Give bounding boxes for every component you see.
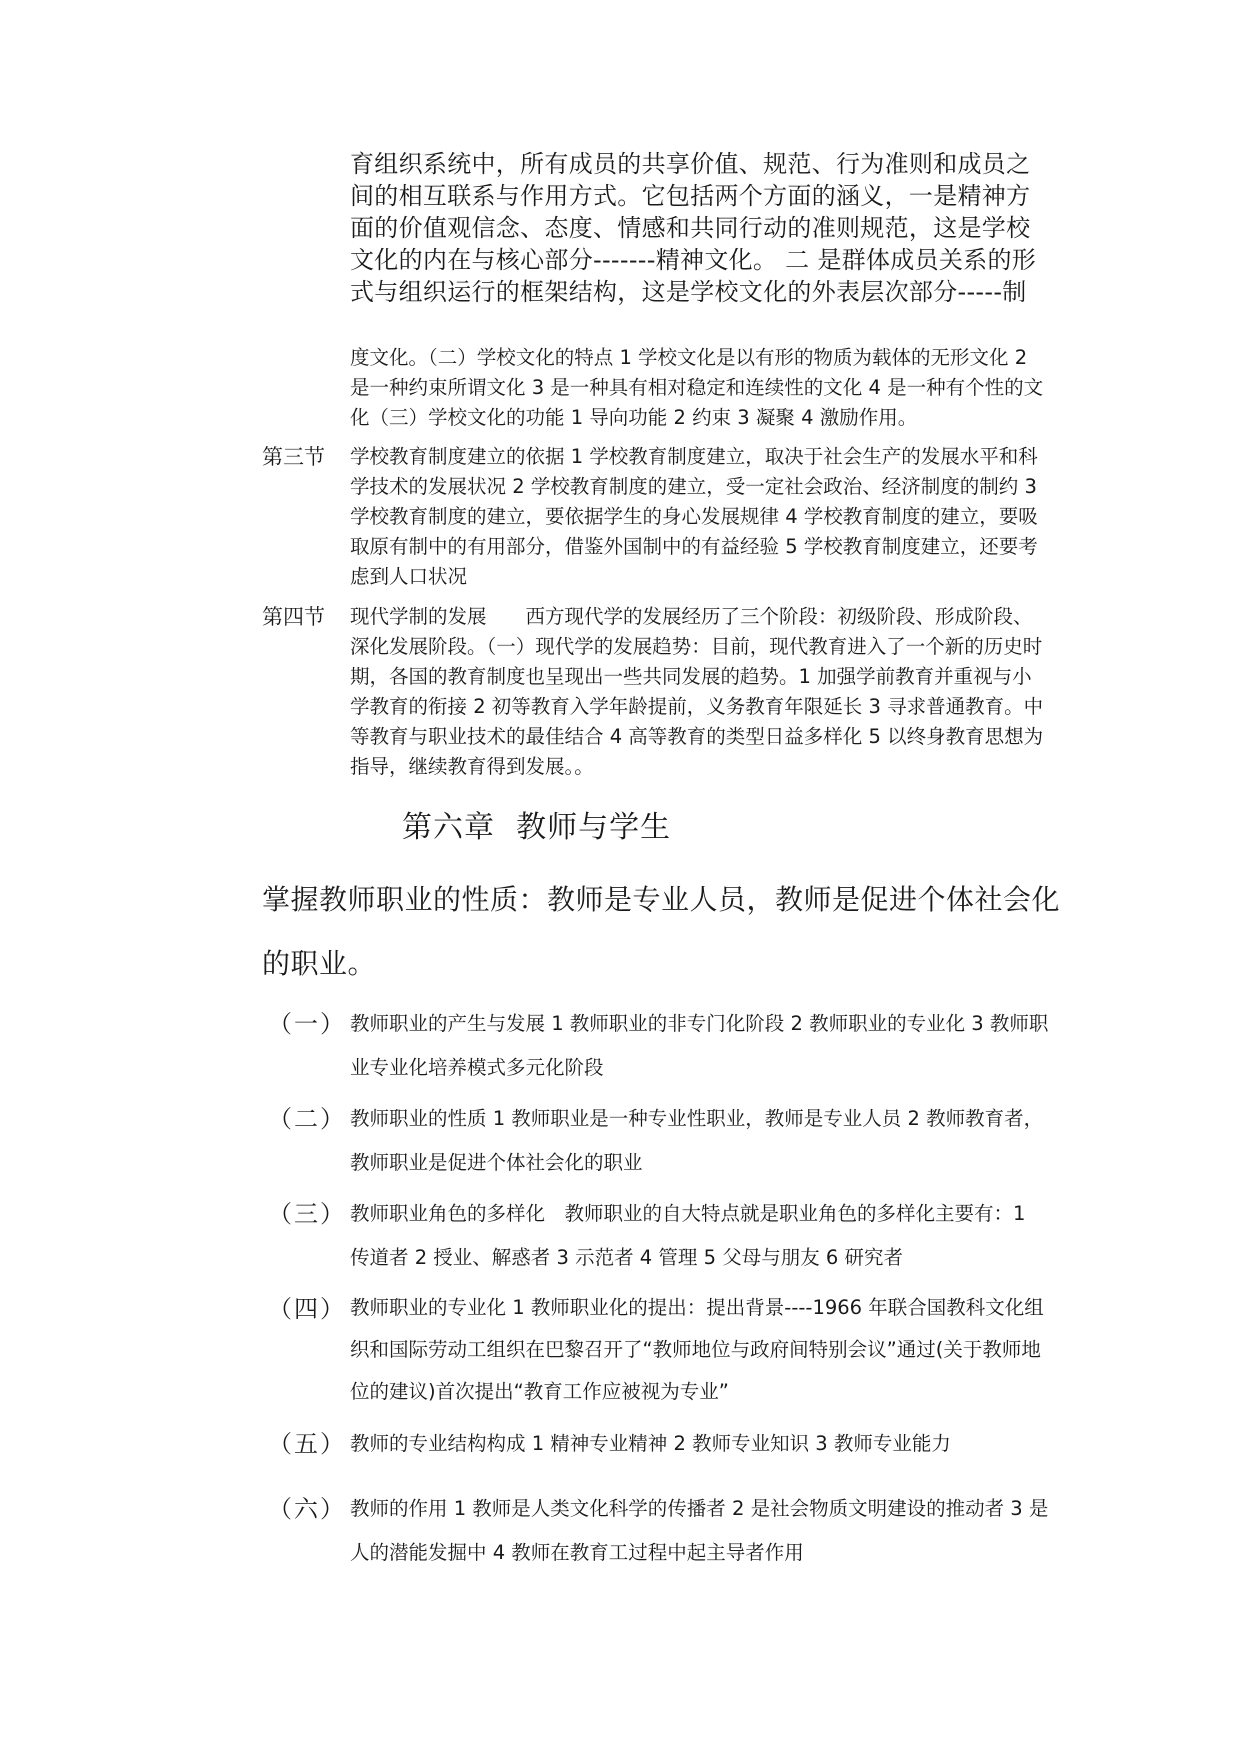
section-4-label: 第四节 — [262, 605, 325, 629]
section-3-label: 第三节 — [262, 445, 325, 469]
chapter-title: 第六章 教师与学生 — [402, 810, 672, 845]
list-item-text: 教师的作用 1 教师是人类文化科学的传播者 2 是社会物质文明建设的推动者 3 是人的潜能发掘中 4 教师在教育工过程中起主导者作用 — [350, 1497, 1049, 1564]
school-culture-features-paragraph: 度文化。（二）学校文化的特点 1 学校文化是以有形的物质为载体的无形文化 2 是一种约束所谓文化 3 是一种具有相对稳定和连续性的文化 4 是一种有个性的文化（三）学校文化的功能 1 导向功能 2 约束 3 凝聚 4 激励作用。 — [350, 346, 1044, 429]
lead-statement: 掌握教师职业的性质：教师是专业人员，教师是促进个体社会化的职业。 — [262, 883, 1061, 980]
list-item-text: 教师的专业结构构成 1 精神专业精神 2 教师专业知识 3 教师专业能力 — [350, 1432, 951, 1455]
list-item-number: （二） — [268, 1105, 346, 1133]
list-item-number: （一） — [268, 1010, 346, 1038]
list-item-number: （三） — [268, 1200, 346, 1228]
list-item-text: 教师职业角色的多样化 教师职业的自大特点就是职业角色的多样化主要有：1 传道者 2 授业、解惑者 3 示范者 4 管理 5 父母与朋友 6 研究者 — [350, 1202, 1026, 1269]
list-item-text: 教师职业的产生与发展 1 教师职业的非专门化阶段 2 教师职业的专业化 3 教师职业专业化培养模式多元化阶段 — [350, 1012, 1049, 1079]
list-item-number: （六） — [268, 1495, 346, 1523]
list-item-text: 教师职业的性质 1 教师职业是一种专业性职业，教师是专业人员 2 教师教育者，教师职业是促进个体社会化的职业 — [350, 1107, 1044, 1174]
list-item-number: （五） — [268, 1430, 346, 1458]
school-culture-definition-paragraph: 育组织系统中，所有成员的共享价值、规范、行为准则和成员之间的相互联系与作用方式。它包括两个方面的涵义，一是精神方面的价值观信念、态度、情感和共同行动的准则规范，这是学校文化的内在与核心部分-------精神文化。 二 是群体成员关系的形式与组织运行的框架结构，这是学校文化的外表层次部分-----制 — [350, 150, 1037, 306]
list-item-text: 教师职业的专业化 1 教师职业化的提出：提出背景----1966 年联合国教科文化组织和国际劳动工组织在巴黎召开了“教师地位与政府间特别会议”通过(关于教师地位的建议)首次提出“教育工作应被视为专业” — [350, 1296, 1044, 1403]
list-item-number: （四） — [268, 1295, 346, 1323]
section-3-text: 学校教育制度建立的依据 1 学校教育制度建立，取决于社会生产的发展水平和科学技术的发展状况 2 学校教育制度的建立，受一定社会政治、经济制度的制约 3 学校教育制度的建立，要依据学生的身心发展规律 4 学校教育制度的建立，要吸取原有制中的有用部分，借鉴外国制中的有益经验 5 学校教育制度建立，还要考虑到人口状况 — [350, 445, 1038, 588]
section-4-text: 现代学制的发展 西方现代学的发展经历了三个阶段：初级阶段、形成阶段、深化发展阶段。（一）现代学的发展趋势：目前，现代教育进入了一个新的历史时期，各国的教育制度也呈现出一些共同发展的趋势。1 加强学前教育并重视与小学教育的衔接 2 初等教育入学年龄提前，义务教育年限延长 3 寻求普通教育。中等教育与职业技术的最佳结合 4 高等教育的类型日益多样化 5 以终身教育思想为指导，继续教育得到发展。。 — [350, 605, 1044, 778]
